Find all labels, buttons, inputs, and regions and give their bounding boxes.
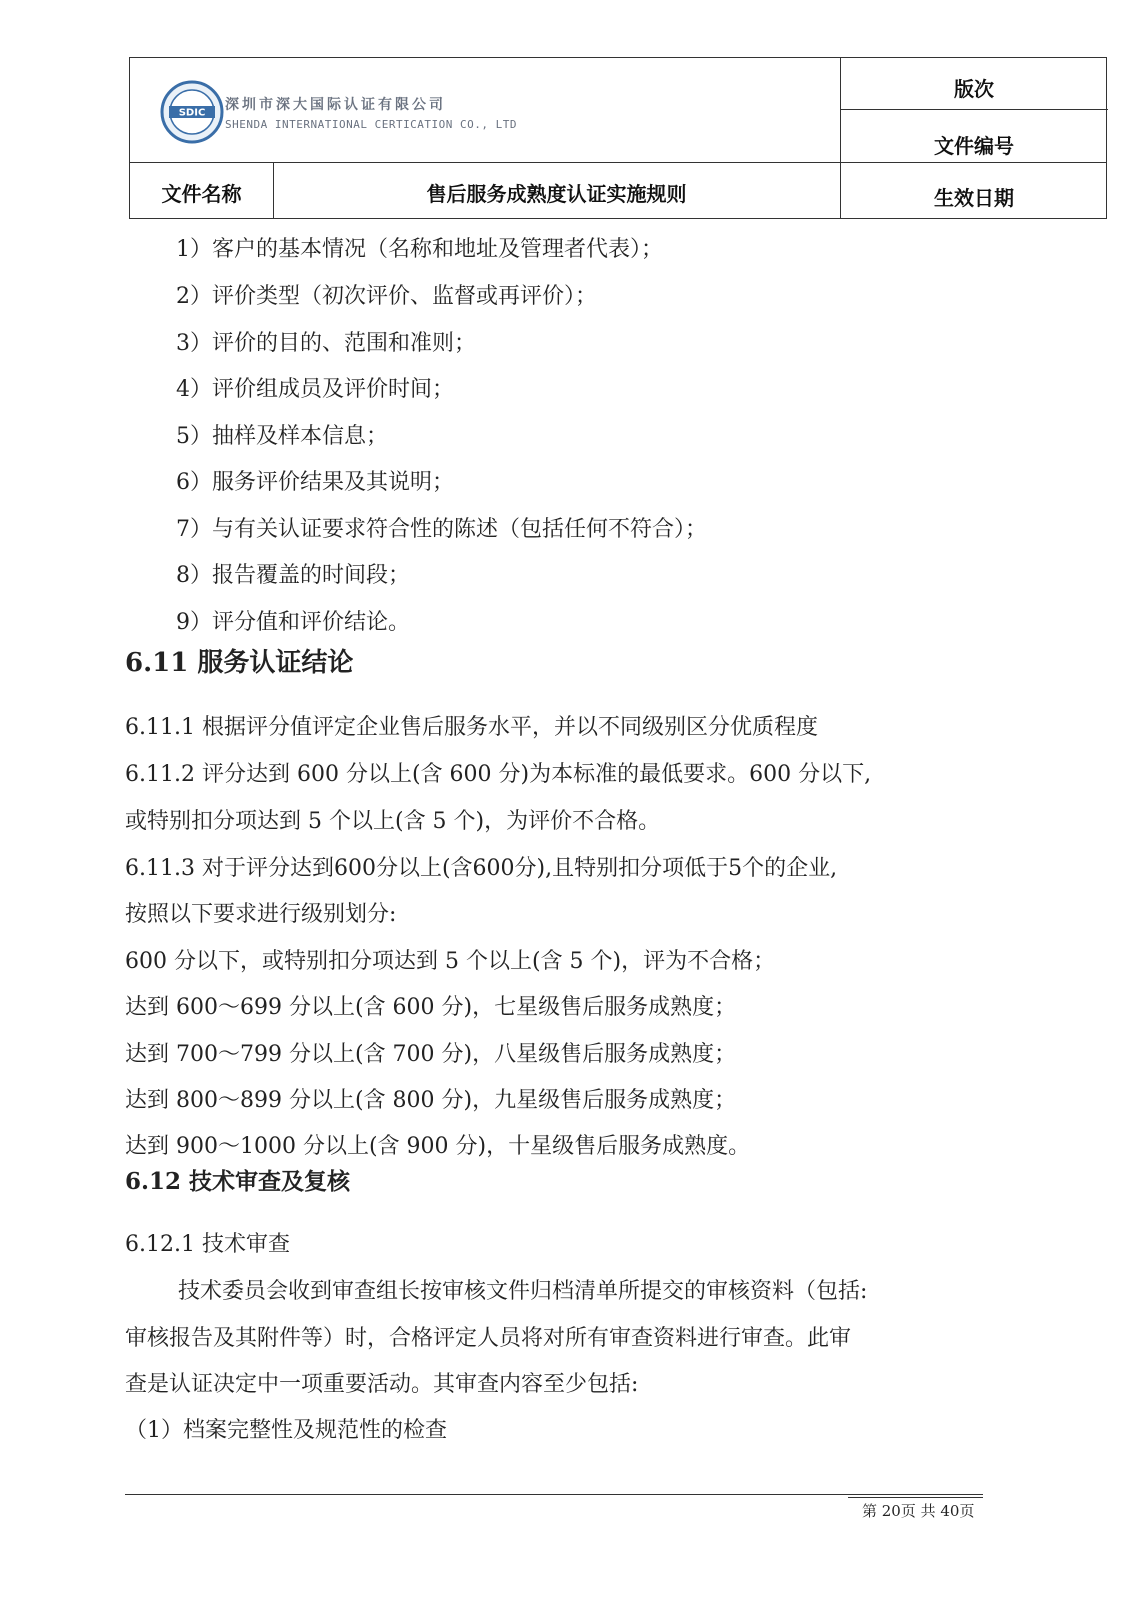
paragraph-line: 达到 800～899 分以上(含 800 分)，九星级售后服务成熟度； xyxy=(125,1088,737,1113)
list-item: 8）报告覆盖的时间段； xyxy=(176,563,410,588)
company-logo-icon xyxy=(160,80,224,144)
paragraph-line: 或特别扣分项达到 5 个以上(含 5 个)，为评价不合格。 xyxy=(125,809,661,834)
section-heading-6-12: 6.12 技术审查及复核 xyxy=(125,1168,351,1195)
doc-name-label: 文件名称 xyxy=(161,182,242,206)
paragraph-line: 600 分以下，或特别扣分项达到 5 个以上(含 5 个)，评为不合格； xyxy=(125,949,776,974)
paragraph-line: 达到 600～699 分以上(含 600 分)，七星级售后服务成熟度； xyxy=(125,995,737,1020)
logo-text: SDIC xyxy=(178,107,206,119)
company-name-cn: 深圳市深大国际认证有限公司 xyxy=(225,97,446,113)
document-header-table xyxy=(129,57,1107,219)
paragraph-line: 达到 900～1000 分以上(含 900 分)，十星级售后服务成熟度。 xyxy=(125,1134,751,1159)
version-label: 版次 xyxy=(954,77,994,101)
list-item: 6）服务评价结果及其说明； xyxy=(176,470,454,495)
list-item: 2）评价类型（初次评价、监督或再评价）； xyxy=(176,284,597,309)
header-divider xyxy=(130,162,1106,163)
list-item: 5）抽样及样本信息； xyxy=(176,424,388,449)
section-heading-6-11: 6.11 服务认证结论 xyxy=(125,648,354,678)
sub-heading-6-12-1: 6.12.1 技术审查 xyxy=(125,1232,290,1257)
list-item: 9）评分值和评价结论。 xyxy=(176,610,410,635)
company-name-en: SHENDA INTERNATIONAL CERTICATION CO., LTD xyxy=(225,118,518,131)
paragraph-line: 查是认证决定中一项重要活动。其审查内容至少包括: xyxy=(125,1372,639,1397)
paragraph-line: 6.11.1 根据评分值评定企业售后服务水平，并以不同级别区分优质程度 xyxy=(125,715,818,740)
doc-name-value: 售后服务成熟度认证实施规则 xyxy=(426,182,687,206)
effective-date-label: 生效日期 xyxy=(934,186,1014,210)
list-item: 4）评价组成员及评价时间； xyxy=(176,377,454,402)
page-number: 第 20页 共 40页 xyxy=(862,1502,975,1520)
footer-rule xyxy=(848,1497,983,1498)
list-item: 3）评价的目的、范围和准则； xyxy=(176,331,476,356)
list-item: 7）与有关认证要求符合性的陈述（包括任何不符合）； xyxy=(176,517,707,542)
paragraph-line: 6.11.3 对于评分达到600分以上(含600分),且特别扣分项低于5个的企业, xyxy=(125,856,838,881)
paragraph-line: 达到 700～799 分以上(含 700 分)，八星级售后服务成熟度； xyxy=(125,1042,737,1067)
paragraph-line: （1）档案完整性及规范性的检查 xyxy=(125,1418,447,1443)
list-item: 1）客户的基本情况（名称和地址及管理者代表）； xyxy=(176,237,663,262)
doc-number-label: 文件编号 xyxy=(934,134,1014,158)
header-divider xyxy=(840,109,1108,110)
paragraph-line: 6.11.2 评分达到 600 分以上(含 600 分)为本标准的最低要求。600 分以下, xyxy=(125,762,872,787)
paragraph-line: 按照以下要求进行级别划分: xyxy=(125,902,397,927)
footer-rule xyxy=(125,1494,983,1495)
paragraph-line: 技术委员会收到审查组长按审核文件归档清单所提交的审核资料（包括: xyxy=(178,1279,868,1304)
paragraph-line: 审核报告及其附件等）时，合格评定人员将对所有审查资料进行审查。此审 xyxy=(125,1326,852,1351)
